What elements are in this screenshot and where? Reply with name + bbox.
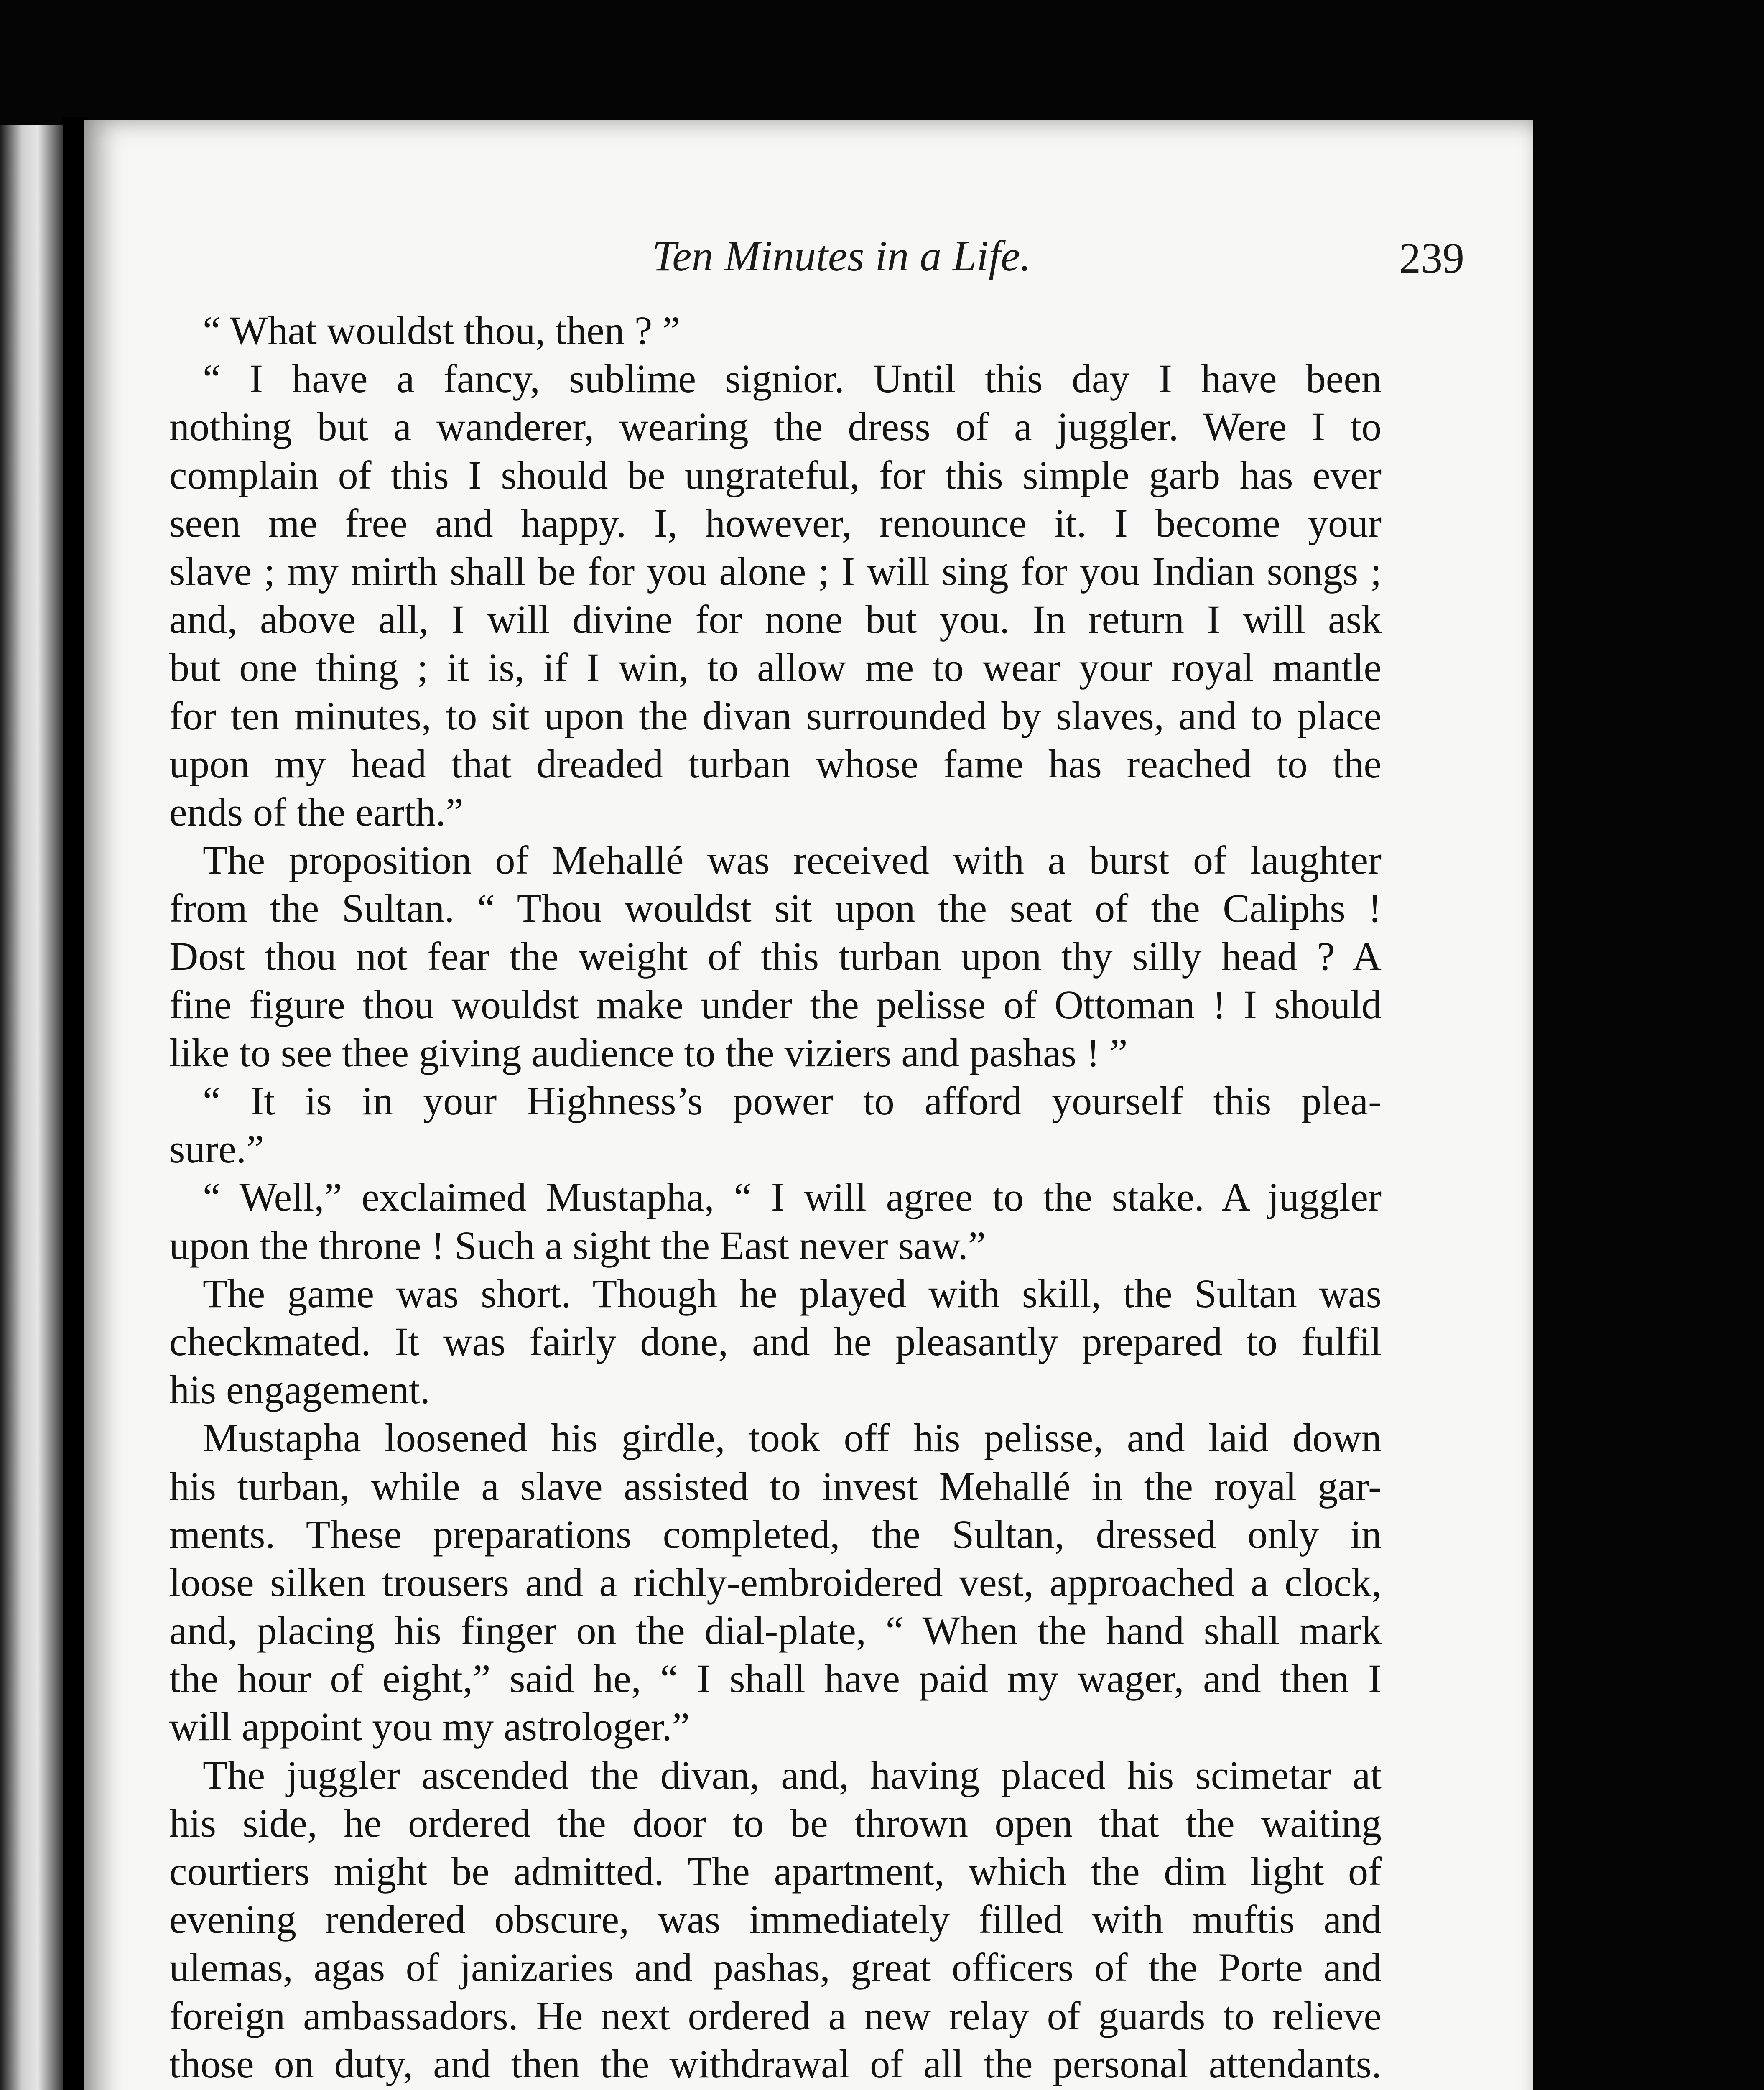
running-head: Ten Minutes in a Life.	[652, 232, 1031, 280]
page-number: 239	[1399, 234, 1464, 282]
text-line: The proposition of Mehallé was received with a burst of laughter	[203, 838, 1382, 883]
text-line: like to see thee giving audience to the viziers and pashas ! ”	[169, 1030, 1128, 1075]
text-line: the hour of eight,” said he, “ I shall have paid my wager, and then I	[169, 1656, 1382, 1701]
previous-page-edge	[0, 125, 63, 2090]
text-line: and, above all, I will divine for none but you. In return I will ask	[169, 597, 1382, 642]
text-line: ments. These preparations completed, the Sultan, dressed only in	[169, 1511, 1382, 1557]
text-line: checkmated. It was fairly done, and he pleasantly prepared to fulfil	[169, 1319, 1382, 1364]
text-line: “ What wouldst thou, then ? ”	[203, 308, 680, 353]
text-line: upon my head that dreaded turban whose fame has reached to the	[169, 741, 1382, 786]
text-line: complain of this I should be ungrateful, for this simple garb has ever	[169, 452, 1382, 497]
text-line: and, placing his finger on the dial-plate, “ When the hand shall mark	[169, 1608, 1382, 1653]
text-line: will appoint you my astrologer.”	[169, 1704, 690, 1749]
text-line: those on duty, and then the withdrawal of all the personal attendants.	[169, 2041, 1382, 2086]
text-line: The game was short. Though he played with skill, the Sultan was	[203, 1271, 1382, 1316]
text-line: evening rendered obscure, was immediately filled with muftis and	[169, 1897, 1382, 1942]
text-line: “ It is in your Highness’s power to afford yourself this plea-	[203, 1078, 1382, 1123]
text-line: but one thing ; it is, if I win, to allow me to wear your royal mantle	[169, 645, 1382, 690]
text-line: “ Well,” exclaimed Mustapha, “ I will agree to the stake. A juggler	[203, 1175, 1382, 1220]
text-line: his turban, while a slave assisted to invest Mehallé in the royal gar-	[169, 1463, 1382, 1509]
text-line: foreign ambassadors. He next ordered a new relay of guards to relieve	[169, 1993, 1382, 2038]
page-text-body	[169, 306, 1382, 2090]
text-line	[169, 2088, 1382, 2090]
text-line: his side, he ordered the door to be thrown open that the waiting	[169, 1800, 1382, 1845]
text-line: “ I have a fancy, sublime signior. Until this day I have been	[203, 356, 1382, 401]
text-line: ends of the earth.”	[169, 789, 464, 834]
text-line: Mustapha loosened his girdle, took off his pelisse, and laid down	[203, 1415, 1382, 1460]
text-line: Dost thou not fear the weight of this turban upon thy silly head ? A	[169, 934, 1382, 979]
book-page	[84, 120, 1533, 2090]
text-line: The juggler ascended the divan, and, having placed his scimetar at	[203, 1752, 1382, 1797]
text-line: ulemas, agas of janizaries and pashas, great officers of the Porte and	[169, 1945, 1382, 1990]
text-line: upon the throne ! Such a sight the East never saw.”	[169, 1223, 986, 1268]
text-line: sure.”	[169, 1127, 264, 1172]
text-line: fine figure thou wouldst make under the pelisse of Ottoman ! I should	[169, 982, 1382, 1027]
text-line: slave ; my mirth shall be for you alone ; I will sing for you Indian songs ;	[169, 548, 1382, 594]
text-line: for ten minutes, to sit upon the divan surrounded by slaves, and to place	[169, 693, 1382, 738]
text-line: from the Sultan. “ Thou wouldst sit upon the seat of the Caliphs !	[169, 886, 1382, 931]
text-line: nothing but a wanderer, wearing the dress of a juggler. Were I to	[169, 404, 1382, 449]
text-line: his engagement.	[169, 1367, 430, 1412]
text-line: loose silken trousers and a richly-embroidered vest, approached a clock,	[169, 1560, 1382, 1605]
text-line: seen me free and happy. I, however, renounce it. I become your	[169, 500, 1382, 545]
text-line: courtiers might be admitted. The apartment, which the dim light of	[169, 1849, 1382, 1894]
